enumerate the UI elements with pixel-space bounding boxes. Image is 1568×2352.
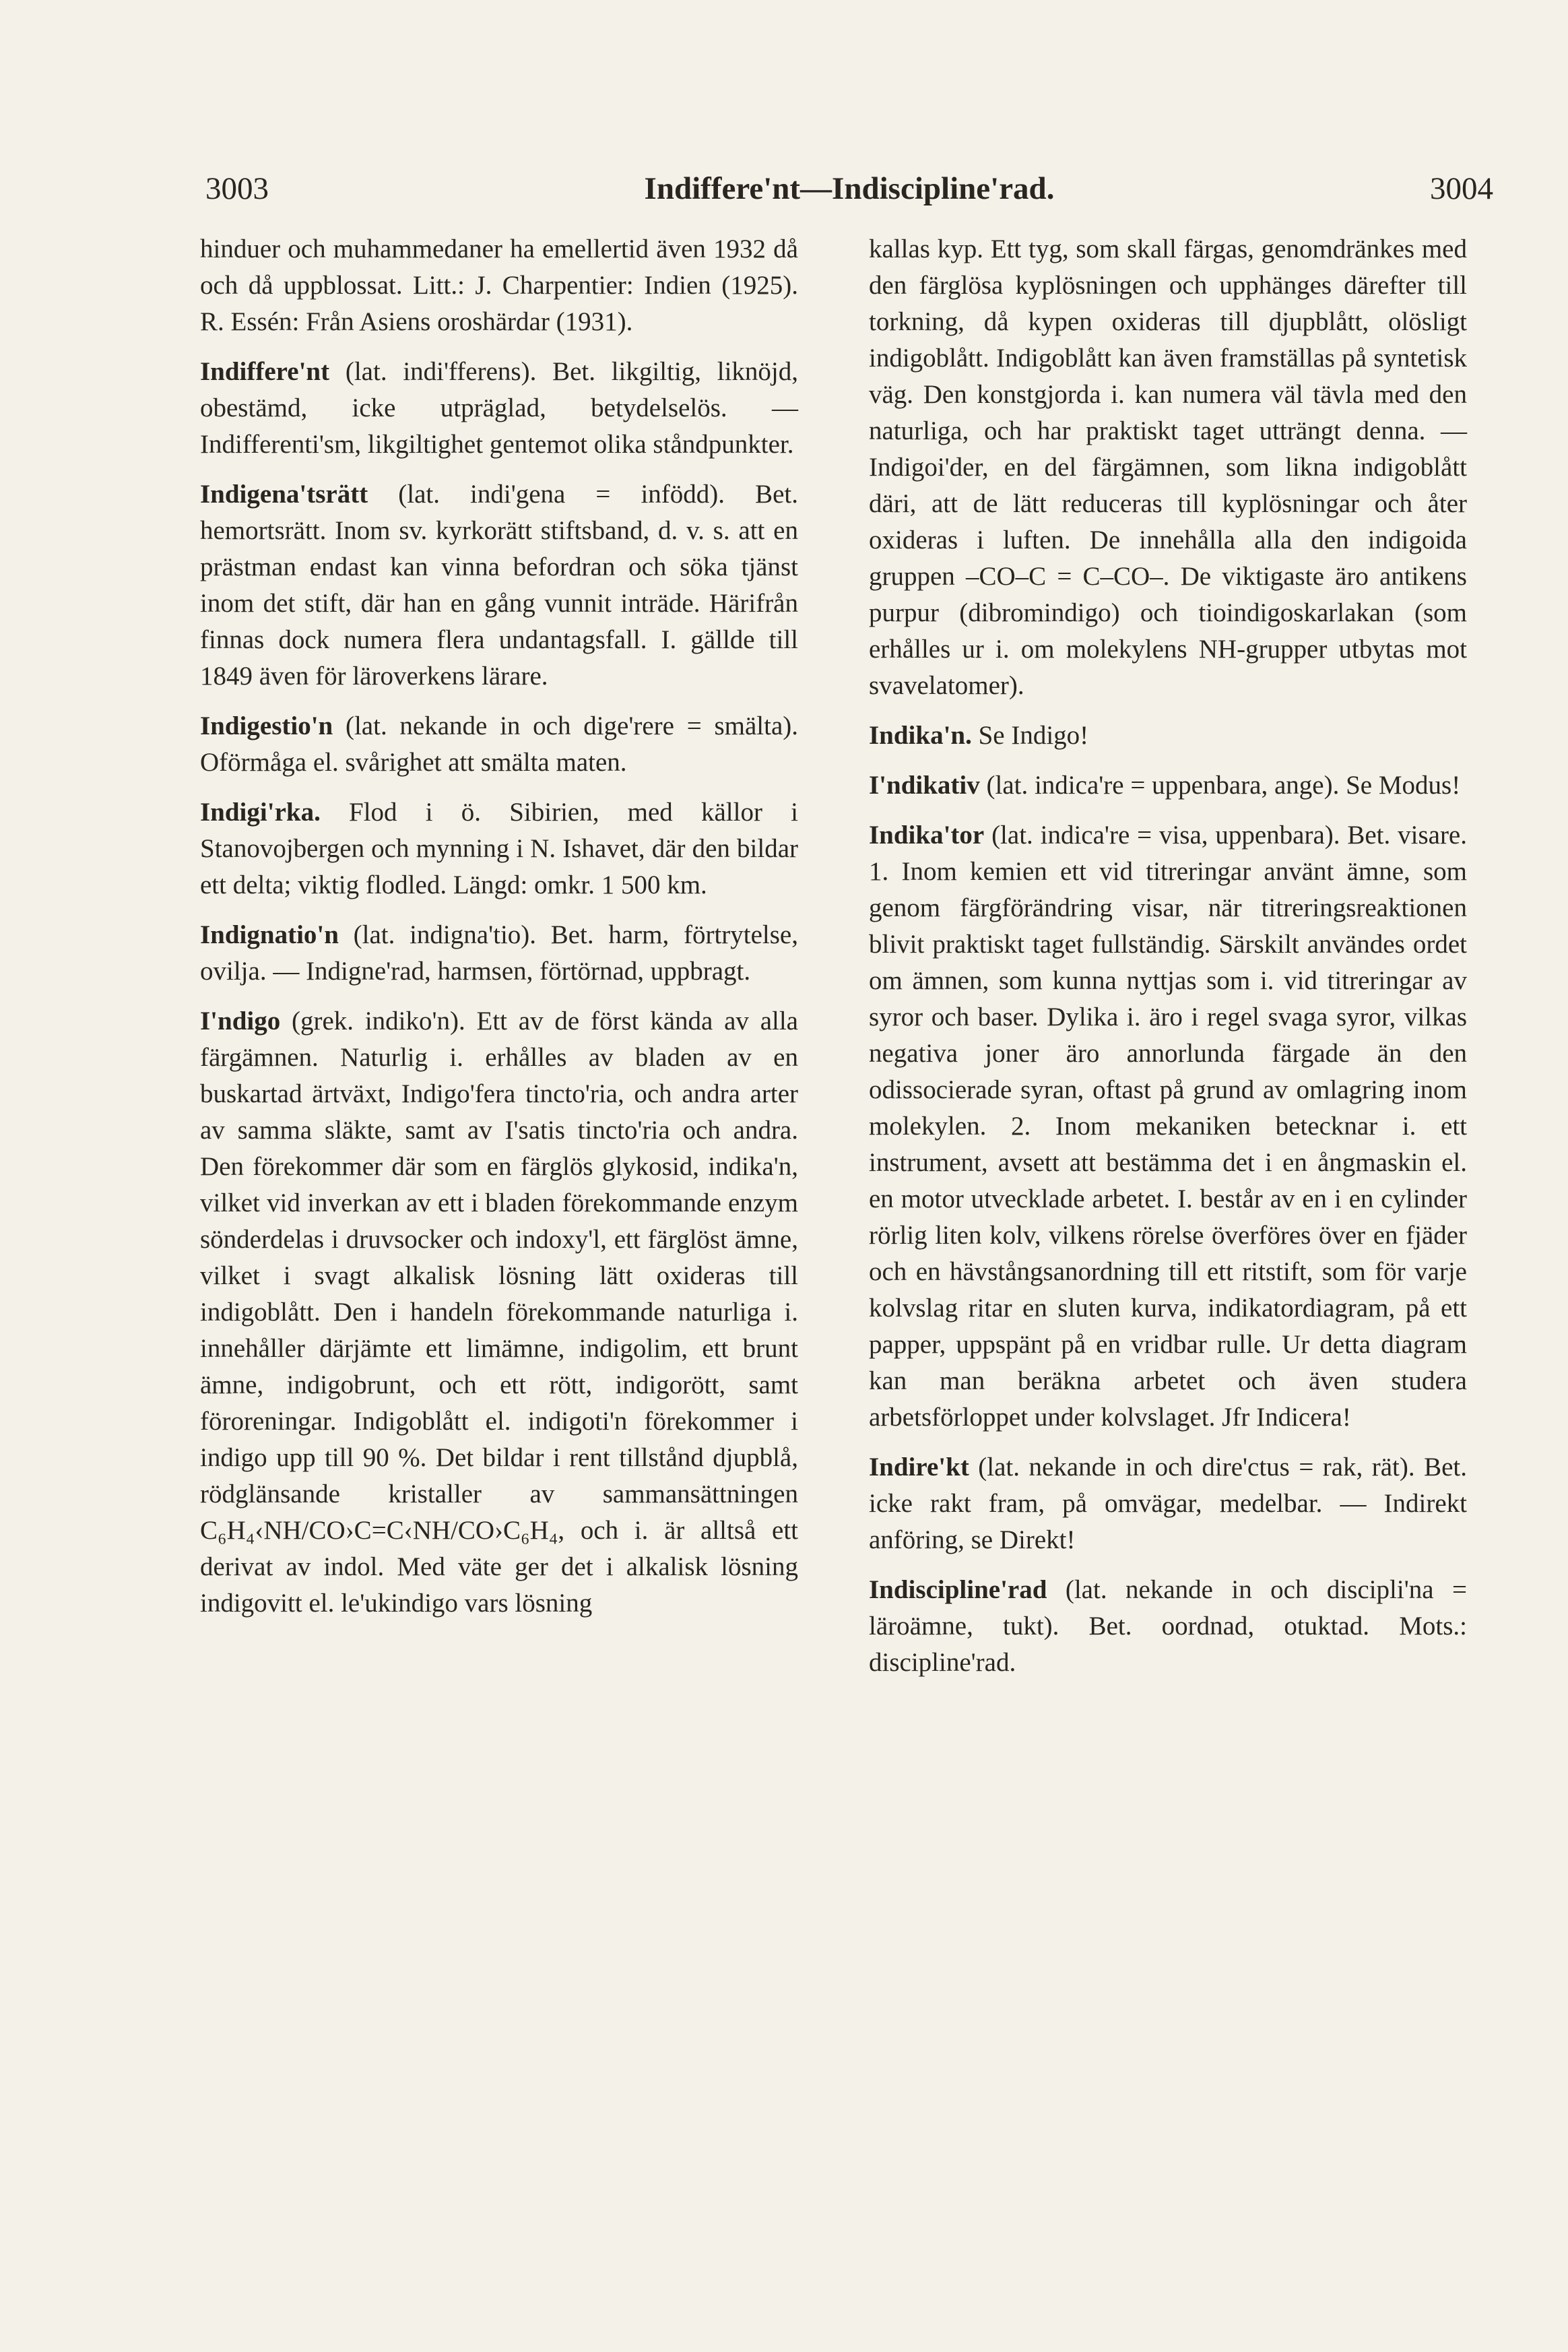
entry-text: (grek. indiko'n). Ett av de först kända av alla färgämnen. Naturlig i. erhålles av bladen av en buskartad ärtväxt, Indigo'fera tincto'ria, och andra arter av samma släkte, samt av I'satis tincto'ria och andra. Den förekommer där som en färglös glykosid, indika'n, vilket vid inverkan av ett i bladen förekommande enzym sönderdelas i druvsocker och indoxy'l, ett färglöst ämne, vilket i svagt alkalisk lösning lätt oxideras till indigoblått. Den i handeln förekommande naturliga i. innehåller därjämte ett limämne, indigolim, ett brunt ämne, indigobrunt, och ett rött, indigorött, samt föroreningar. Indigoblått el. indigoti'n förekommer i indigo upp till 90 %. Det bildar i rent tillstånd djupblå, rödglänsande kristaller av sammansättningen C₆H₄‹NH/CO›C=C‹NH/CO›C₆H₄, och i. är alltså ett derivat av indol. Med väte ger det i alkalisk lösning indigovitt el. le'ukindigo vars lösning bbox=[200, 1007, 798, 1618]
headword: Indignatio'n bbox=[200, 920, 339, 949]
entry-continuation: hinduer och muhammedaner ha emellertid även 1932 då och då uppblossat. Litt.: J. Charpentier: Indien (1925). R. Essén: Från Asiens oroshärdar (1931). bbox=[200, 234, 798, 336]
entry-text: (lat. nekande in och dire'ctus = rak, rät). Bet. icke rakt fram, på omvägar, medelbar. — Indirekt anföring, se Direkt! bbox=[869, 1453, 1467, 1554]
page-number-left: 3003 bbox=[205, 171, 269, 206]
running-title: Indiffere'nt—Indiscipline'rad. bbox=[644, 171, 1055, 206]
entry-indigenatsratt bbox=[200, 476, 798, 695]
page-header bbox=[205, 170, 1493, 218]
entry-indigestion bbox=[200, 708, 798, 781]
right-column bbox=[869, 231, 1467, 1681]
entry-indifferent bbox=[200, 354, 798, 463]
entry-text: Se Indigo! bbox=[971, 721, 1089, 750]
entry-indikativ bbox=[869, 767, 1467, 804]
entry-indikan bbox=[869, 718, 1467, 754]
entry-indigo bbox=[200, 1003, 798, 1622]
headword: Indigestio'n bbox=[200, 711, 333, 740]
headword: I'ndigo bbox=[200, 1007, 281, 1036]
entry-text: (lat. nekande in och dige'rere = smälta). Oförmåga el. svårighet att smälta maten. bbox=[200, 711, 798, 777]
headword: Indire'kt bbox=[869, 1453, 969, 1482]
entry-continuation: kallas kyp. Ett tyg, som skall färgas, genomdränkes med den färglösa kyplösningen och upphänges därefter till torkning, då kypen oxideras till djupblått, olösligt indigoblått. Indigoblått kan även framställas på syntetisk väg. Den konstgjorda i. kan numera väl tävla med den naturliga, och har praktiskt taget utträngt denna. — Indigoi'der, en del färgämnen, som likna indigoblått däri, att de lätt reduceras till kyplösningar och åter oxideras i luften. De innehålla alla den indigoida gruppen –CO–C = C–CO–. De viktigaste äro antikens purpur (dibromindigo) och tioindigoskarlakan (som erhålles ur i. om molekylens NH-grupper utbytas mot svavelatomer). bbox=[869, 234, 1467, 700]
entry-indignation bbox=[200, 917, 798, 990]
entry-text: (lat. indi'gena = infödd). Bet. hemortsrätt. Inom sv. kyrkorätt stiftsband, d. v. s. att en prästman endast kan vinna befordran och söka tjänst inom det stift, där han en gång vunnit inträde. Härifrån finnas dock numera flera undantagsfall. I. gällde till 1849 även för läroverkens lärare. bbox=[200, 480, 798, 691]
entry-text: (lat. indi'fferens). Bet. likgiltig, liknöjd, obestämd, icke utpräglad, betydelselös. — Indifferenti'sm, likgiltighet gentemot olika ståndpunkter. bbox=[200, 357, 798, 459]
headword: Indiffere'nt bbox=[200, 357, 330, 386]
headword: I'ndikativ bbox=[869, 771, 980, 800]
headword: Indika'tor bbox=[869, 821, 985, 850]
entry-text: (lat. nekande in och discipli'na = läroämne, tukt). Bet. oordnad, otuktad. Mots.: discipline'rad. bbox=[869, 1575, 1467, 1677]
headword: Indigena'tsrätt bbox=[200, 480, 368, 509]
entry-text: (lat. indigna'tio). Bet. harm, förtrytelse, ovilja. — Indigne'rad, harmsen, förtörnad, uppbragt. bbox=[200, 920, 798, 986]
headword: Indigi'rka. bbox=[200, 798, 321, 827]
entry-text: (lat. indica're = uppenbara, ange). Se Modus! bbox=[979, 771, 1461, 800]
page-number-right: 3004 bbox=[1430, 171, 1493, 206]
entry-indikator bbox=[869, 817, 1467, 1436]
entry-text: (lat. indica're = visa, uppenbara). Bet. visare. 1. Inom kemien ett vid titreringar använt ämne, som genom färgförändring visar, när titreringsreaktionen blivit praktiskt taget fullständig. Särskilt användes ordet om ämnen, som kunna nyttjas som i. vid titreringar av syror och baser. Dylika i. äro i regel svaga syror, vilkas negativa joner äro annorlunda färgade än den odissocierade syran, oftast på grund av omlagring inom molekylen. 2. Inom mekaniken betecknar i. ett instrument, avsett att bestämma det i en ångmaskin el. en motor utvecklade arbetet. I. består av en i en cylinder rörlig liten kolv, vilkens rörelse överföres över en fjäder och en hävstångsanordning till ett ritstift, som för varje kolvslag ritar en sluten kurva, indikatordiagram, på ett papper, uppspänt på en vridbar rulle. Ur detta diagram kan man beräkna arbetet och även studera arbetsförloppet under kolvslaget. Jfr Indicera! bbox=[869, 821, 1467, 1432]
entry-indigirka bbox=[200, 794, 798, 903]
entry-indisciplinerad bbox=[869, 1572, 1467, 1681]
left-column bbox=[200, 231, 798, 1622]
headword: Indiscipline'rad bbox=[869, 1575, 1047, 1604]
entry-indirekt bbox=[869, 1449, 1467, 1558]
headword: Indika'n. bbox=[869, 721, 972, 750]
entry-text: Flod i ö. Sibirien, med källor i Stanovojbergen och mynning i N. Ishavet, där den bildar ett delta; viktig flodled. Längd: omkr. 1 500 km. bbox=[200, 798, 798, 899]
